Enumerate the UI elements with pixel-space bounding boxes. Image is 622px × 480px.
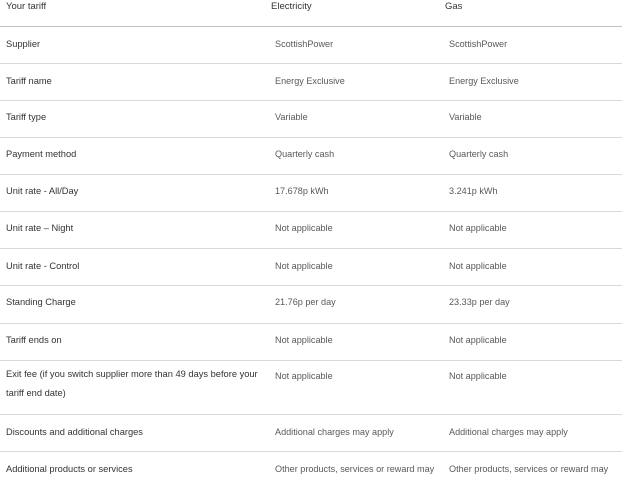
table-row-unit-rate-day bbox=[0, 175, 622, 212]
row-label: Unit rate - Control bbox=[6, 261, 80, 271]
table-header-row bbox=[0, 0, 622, 27]
electricity-value: Other products, services or reward may bbox=[275, 464, 435, 474]
table-row-standing-charge bbox=[0, 286, 622, 324]
row-label: Unit rate - All/Day bbox=[6, 186, 79, 196]
row-label: Standing Charge bbox=[6, 297, 76, 307]
header-gas: Gas bbox=[445, 1, 463, 12]
electricity-value: Not applicable bbox=[275, 261, 333, 271]
header-electricity: Electricity bbox=[271, 1, 312, 12]
gas-value: Other products, services or reward may bbox=[449, 464, 609, 474]
table-row-tariff-ends bbox=[0, 324, 622, 361]
electricity-value: Not applicable bbox=[275, 223, 333, 233]
table-row-supplier bbox=[0, 27, 622, 64]
electricity-value: ScottishPower bbox=[275, 39, 334, 49]
gas-value: 3.241p kWh bbox=[449, 186, 498, 196]
gas-value: Not applicable bbox=[449, 371, 507, 381]
gas-value: Additional charges may apply bbox=[449, 427, 568, 437]
header-your-tariff: Your tariff bbox=[6, 1, 47, 12]
gas-value: Quarterly cash bbox=[449, 149, 509, 159]
row-label: Tariff ends on bbox=[6, 335, 62, 345]
table-row-unit-rate-control bbox=[0, 249, 622, 286]
gas-value: Not applicable bbox=[449, 261, 507, 271]
row-label: Unit rate – Night bbox=[6, 223, 74, 233]
table-row-unit-rate-night bbox=[0, 212, 622, 249]
table-row-discounts bbox=[0, 415, 622, 452]
table-row-exit-fee bbox=[0, 361, 622, 415]
electricity-value: 17.678p kWh bbox=[275, 186, 329, 196]
row-label: Discounts and additional charges bbox=[6, 427, 143, 437]
row-label: Supplier bbox=[6, 39, 41, 49]
row-label: Additional products or services bbox=[6, 464, 133, 474]
gas-value: 23.33p per day bbox=[449, 297, 510, 307]
row-label: Exit fee (if you switch supplier more than 49 days before your tariff end date) bbox=[6, 369, 258, 398]
row-label: Tariff name bbox=[6, 76, 52, 86]
gas-value: Energy Exclusive bbox=[449, 76, 519, 86]
electricity-value: Variable bbox=[275, 112, 308, 122]
electricity-value: Energy Exclusive bbox=[275, 76, 345, 86]
electricity-value: Additional charges may apply bbox=[275, 427, 394, 437]
table-row-tariff-name bbox=[0, 64, 622, 101]
row-label: Payment method bbox=[6, 149, 77, 159]
gas-value: Variable bbox=[449, 112, 482, 122]
electricity-value: Not applicable bbox=[275, 335, 333, 345]
electricity-value: 21.76p per day bbox=[275, 297, 336, 307]
gas-value: ScottishPower bbox=[449, 39, 508, 49]
row-label: Tariff type bbox=[6, 112, 47, 122]
table-row-tariff-type bbox=[0, 101, 622, 138]
electricity-value: Not applicable bbox=[275, 371, 333, 381]
table-row-additional-products bbox=[0, 452, 622, 480]
electricity-value: Quarterly cash bbox=[275, 149, 335, 159]
gas-value: Not applicable bbox=[449, 335, 507, 345]
table-row-payment-method bbox=[0, 138, 622, 175]
gas-value: Not applicable bbox=[449, 223, 507, 233]
